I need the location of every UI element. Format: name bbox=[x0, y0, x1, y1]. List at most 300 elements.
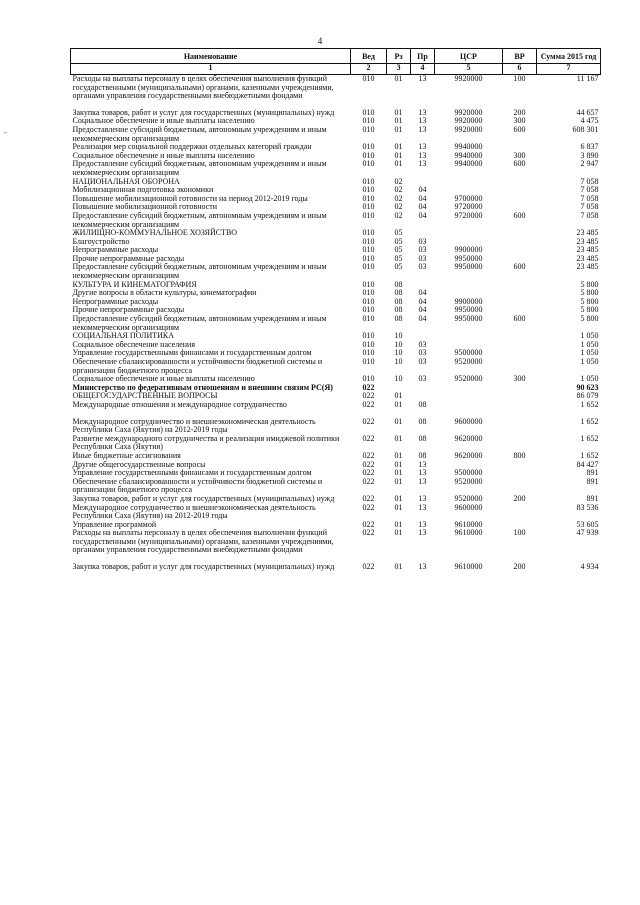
cell-rz: 01 bbox=[394, 399, 403, 409]
header-name: Наименование bbox=[71, 49, 351, 64]
cell-ved: 010 bbox=[362, 262, 375, 272]
cell-sum: 5 800 bbox=[580, 279, 599, 289]
cell-sum: 891 bbox=[586, 493, 599, 503]
cell-name: Управление государственными финансами и государственным долгом bbox=[72, 348, 312, 358]
header-vr: ВР bbox=[503, 49, 537, 64]
cell-vr: 600 bbox=[513, 210, 526, 220]
cell-name: Предоставление субсидий бюджетным, автономным учреждениям и иным некоммерческим организациям bbox=[72, 124, 327, 143]
cell-vr bbox=[503, 418, 537, 435]
cell-sum: 11 167 bbox=[576, 74, 599, 83]
cell-name: Закупка товаров, работ и услуг для государственных (муниципальных) нужд bbox=[72, 562, 335, 572]
cell-vr bbox=[503, 358, 537, 375]
cell-sum: 3 890 bbox=[580, 150, 599, 160]
cell-sum: 7 058 bbox=[580, 176, 599, 186]
cell-name: Развитие международного сотрудничества и реализация имиджевой политики Республики Саха (Якутия) bbox=[72, 433, 340, 452]
cell-ved: 010 bbox=[362, 150, 375, 160]
cell-csr: 9520000 bbox=[454, 476, 483, 486]
cell-rz: 01 bbox=[394, 476, 403, 486]
cell-vr bbox=[503, 392, 537, 401]
cell-ved: 022 bbox=[362, 399, 375, 409]
cell-sum: 891 bbox=[586, 476, 599, 486]
cell-csr: 9620000 bbox=[454, 450, 483, 460]
cell-rz: 01 bbox=[394, 116, 403, 126]
cell-sum: 23 485 bbox=[576, 236, 599, 246]
cell-sum: 7 058 bbox=[580, 185, 599, 195]
cell-vr: 100 bbox=[513, 74, 526, 83]
cell-csr bbox=[435, 384, 503, 393]
cell-pr: 04 bbox=[418, 288, 427, 298]
cell-sum: 6 837 bbox=[580, 142, 599, 152]
cell-csr: 9920000 bbox=[454, 74, 483, 83]
cell-ved: 022 bbox=[362, 468, 375, 478]
cell-sum: 891 bbox=[586, 468, 599, 478]
cell-rz: 10 bbox=[394, 348, 403, 358]
column-number: 1 bbox=[71, 64, 351, 75]
cell-vr bbox=[503, 298, 537, 307]
cell-pr: 04 bbox=[418, 193, 427, 203]
cell-vr bbox=[503, 178, 537, 187]
cell-name: Благоустройство bbox=[72, 236, 130, 246]
cell-name: Предоставление субсидий бюджетным, автономным учреждениям и иным некоммерческим организациям bbox=[72, 210, 327, 229]
cell-pr: 13 bbox=[418, 519, 427, 529]
cell-sum: 608 301 bbox=[572, 124, 599, 134]
cell-pr: 08 bbox=[418, 416, 427, 426]
cell-pr: 13 bbox=[418, 74, 427, 83]
cell-vr: 200 bbox=[513, 107, 526, 117]
cell-pr: 13 bbox=[418, 107, 427, 117]
cell-name: Расходы на выплаты персоналу в целях обеспечения выполнения функций государственными (муниципальными) органами, казенными учреждениями, органами управления государственными внебюджетными фондами bbox=[72, 74, 334, 101]
cell-rz: 01 bbox=[394, 142, 403, 152]
cell-csr: 9600000 bbox=[454, 416, 483, 426]
cell-rz: 02 bbox=[394, 185, 403, 195]
table-row bbox=[71, 358, 601, 375]
cell-name: Мобилизационная подготовка экономики bbox=[72, 185, 214, 195]
header-row bbox=[71, 49, 601, 64]
cell-sum: 84 427 bbox=[576, 459, 599, 469]
cell-vr: 800 bbox=[513, 450, 526, 460]
cell-ved: 022 bbox=[362, 391, 375, 401]
cell-vr bbox=[503, 186, 537, 195]
table-row bbox=[71, 401, 601, 410]
cell-sum: 5 800 bbox=[580, 314, 599, 324]
cell-name: НАЦИОНАЛЬНАЯ ОБОРОНА bbox=[72, 176, 180, 186]
cell-pr: 13 bbox=[418, 159, 427, 169]
cell-rz: 05 bbox=[394, 236, 403, 246]
cell-csr: 9900000 bbox=[454, 245, 483, 255]
cell-rz: 01 bbox=[394, 433, 403, 443]
cell-sum: 1 050 bbox=[580, 357, 599, 366]
cell-pr: 13 bbox=[418, 459, 427, 469]
cell-ved: 010 bbox=[362, 116, 375, 126]
cell-sum: 4 934 bbox=[580, 562, 599, 572]
cell-csr: 9720000 bbox=[454, 202, 483, 212]
cell-name: Предоставление субсидий бюджетным, автономным учреждениям и иным некоммерческим организациям bbox=[72, 262, 327, 281]
cell-pr: 03 bbox=[418, 348, 427, 358]
cell-vr bbox=[503, 332, 537, 341]
cell-vr bbox=[503, 435, 537, 452]
cell-rz: 01 bbox=[394, 150, 403, 160]
cell-csr bbox=[435, 178, 503, 187]
cell-rz: 01 bbox=[394, 459, 403, 469]
cell-ved: 010 bbox=[362, 339, 375, 349]
cell-rz: 08 bbox=[394, 279, 403, 289]
cell-sum: 1 652 bbox=[580, 450, 599, 460]
cell-rz: 05 bbox=[394, 253, 403, 263]
cell-name: ОБЩЕГОСУДАРСТВЕННЫЕ ВОПРОСЫ bbox=[72, 391, 218, 401]
table-row bbox=[71, 435, 601, 452]
cell-pr: 03 bbox=[418, 374, 427, 384]
cell-name: Непрограммные расходы bbox=[72, 245, 159, 255]
cell-ved: 010 bbox=[362, 142, 375, 152]
cell-rz: 10 bbox=[394, 374, 403, 384]
cell-csr: 9500000 bbox=[454, 348, 483, 358]
cell-pr: 04 bbox=[418, 202, 427, 212]
cell-ved: 022 bbox=[362, 528, 375, 538]
cell-rz: 05 bbox=[394, 245, 403, 255]
cell-sum: 7 058 bbox=[580, 210, 599, 220]
cell-vr: 300 bbox=[513, 116, 526, 126]
cell-sum: 1 652 bbox=[580, 399, 599, 409]
table-row bbox=[71, 212, 601, 229]
cell-sum: 5 800 bbox=[580, 296, 599, 306]
cell-ved: 010 bbox=[362, 159, 375, 169]
cell-csr: 9600000 bbox=[454, 502, 483, 512]
cell-rz: 01 bbox=[394, 124, 403, 134]
cell-sum: 23 485 bbox=[576, 245, 599, 255]
cell-ved: 010 bbox=[362, 296, 375, 306]
cell-rz: 01 bbox=[394, 391, 403, 401]
cell-vr bbox=[503, 229, 537, 238]
table-row bbox=[71, 229, 601, 238]
cell-pr: 13 bbox=[418, 502, 427, 512]
cell-ved: 022 bbox=[362, 450, 375, 460]
table-row bbox=[71, 529, 601, 555]
cell-vr bbox=[503, 349, 537, 358]
cell-sum: 1 050 bbox=[580, 331, 599, 341]
cell-ved: 010 bbox=[362, 193, 375, 203]
cell-rz: 01 bbox=[394, 493, 403, 503]
cell-name: Социальное обеспечение и иные выплаты населению bbox=[72, 116, 255, 126]
cell-name: Другие общегосударственные вопросы bbox=[72, 459, 206, 469]
cell-sum: 1 652 bbox=[580, 416, 599, 426]
cell-ved: 010 bbox=[362, 374, 375, 384]
cell-vr bbox=[503, 461, 537, 470]
cell-name: Обеспечение сбалансированности и устойчивости бюджетной системы и организации бюджетного процесса bbox=[72, 476, 323, 495]
cell-ved: 022 bbox=[362, 493, 375, 503]
cell-name: СОЦИАЛЬНАЯ ПОЛИТИКА bbox=[72, 331, 174, 341]
cell-name: Международное сотрудничество и внешнеэкономическая деятельность Республики Саха (Якутия) на 2012-2019 годы bbox=[72, 502, 316, 521]
cell-sum: 1 652 bbox=[580, 433, 599, 443]
cell-sum: 23 485 bbox=[576, 262, 599, 272]
table-row bbox=[71, 160, 601, 177]
cell-name: Реализация мер социальной поддержки отдельных категорий граждан bbox=[72, 142, 312, 152]
cell-name: Международные отношения и международное сотрудничество bbox=[72, 399, 287, 409]
column-number: 5 bbox=[435, 64, 503, 75]
column-number-row bbox=[71, 64, 601, 75]
cell-vr: 600 bbox=[513, 262, 526, 272]
cell-name: Обеспечение сбалансированности и устойчивости бюджетной системы и организации бюджетного процесса bbox=[72, 357, 323, 375]
column-number: 6 bbox=[503, 64, 537, 75]
table-row bbox=[71, 418, 601, 435]
cell-csr: 9610000 bbox=[454, 562, 483, 572]
cell-ved: 022 bbox=[362, 433, 375, 443]
column-number: 2 bbox=[351, 64, 387, 75]
cell-csr: 9520000 bbox=[454, 374, 483, 384]
cell-sum: 2 947 bbox=[580, 159, 599, 169]
cell-vr: 600 bbox=[513, 314, 526, 324]
cell-ved: 010 bbox=[362, 253, 375, 263]
cell-name: Повышение мобилизационной готовности bbox=[72, 202, 218, 212]
cell-name: Международное сотрудничество и внешнеэкономическая деятельность Республики Саха (Якутия) на 2012-2019 годы bbox=[72, 416, 316, 435]
cell-sum: 47 939 bbox=[576, 528, 599, 538]
cell-pr: 08 bbox=[418, 433, 427, 443]
cell-vr bbox=[503, 478, 537, 495]
column-number: 3 bbox=[387, 64, 411, 75]
cell-rz: 08 bbox=[394, 288, 403, 298]
cell-rz: 01 bbox=[394, 562, 403, 572]
cell-pr: 04 bbox=[418, 305, 427, 315]
header-sum: Сумма 2015 год bbox=[537, 49, 601, 64]
cell-rz: 01 bbox=[394, 519, 403, 529]
table-row bbox=[71, 75, 601, 101]
cell-csr: 9610000 bbox=[454, 519, 483, 529]
cell-vr: 100 bbox=[513, 528, 526, 538]
table-row bbox=[71, 504, 601, 521]
header-ved: Вед bbox=[351, 49, 387, 64]
cell-pr: 13 bbox=[418, 116, 427, 126]
cell-ved: 010 bbox=[362, 228, 375, 238]
cell-csr: 9940000 bbox=[454, 150, 483, 160]
cell-ved: 010 bbox=[362, 236, 375, 246]
cell-vr: 600 bbox=[513, 124, 526, 134]
cell-name: Предоставление субсидий бюджетным, автономным учреждениям и иным некоммерческим организациям bbox=[72, 314, 327, 332]
cell-rz: 02 bbox=[394, 202, 403, 212]
cell-csr: 9520000 bbox=[454, 493, 483, 503]
cell-pr: 04 bbox=[418, 296, 427, 306]
cell-ved: 010 bbox=[362, 210, 375, 220]
cell-rz: 01 bbox=[394, 107, 403, 117]
cell-ved: 010 bbox=[362, 288, 375, 298]
cell-ved: 010 bbox=[362, 331, 375, 341]
cell-sum: 7 058 bbox=[580, 202, 599, 212]
cell-name: Закупка товаров, работ и услуг для государственных (муниципальных) нужд bbox=[72, 493, 335, 503]
cell-pr: 03 bbox=[418, 253, 427, 263]
stray-mark: - bbox=[4, 128, 7, 137]
cell-name: Министерство по федеративным отношениям и внешним связям РС(Я) bbox=[72, 382, 333, 392]
cell-pr: 04 bbox=[418, 185, 427, 195]
cell-sum: 83 536 bbox=[576, 502, 599, 512]
cell-name: Иные бюджетные ассигнования bbox=[72, 450, 181, 460]
cell-pr: 04 bbox=[418, 314, 427, 324]
cell-csr bbox=[435, 401, 503, 410]
cell-rz: 01 bbox=[394, 74, 403, 83]
cell-ved: 010 bbox=[362, 74, 375, 83]
cell-vr bbox=[503, 469, 537, 478]
table-row bbox=[71, 315, 601, 332]
cell-ved: 010 bbox=[362, 176, 375, 186]
cell-sum: 23 485 bbox=[576, 253, 599, 263]
cell-name: Прочие непрограммные расходы bbox=[72, 253, 185, 263]
cell-csr: 9940000 bbox=[454, 159, 483, 169]
header-csr: ЦСР bbox=[435, 49, 503, 64]
cell-ved: 010 bbox=[362, 202, 375, 212]
cell-name: Закупка товаров, работ и услуг для государственных (муниципальных) нужд bbox=[72, 107, 335, 117]
cell-rz: 08 bbox=[394, 305, 403, 315]
header-rz: Рз bbox=[387, 49, 411, 64]
cell-vr bbox=[503, 238, 537, 247]
cell-ved: 010 bbox=[362, 107, 375, 117]
cell-vr bbox=[503, 289, 537, 298]
cell-sum: 1 050 bbox=[580, 348, 599, 358]
cell-vr: 600 bbox=[513, 159, 526, 169]
cell-rz: 01 bbox=[394, 528, 403, 538]
column-number: 4 bbox=[411, 64, 435, 75]
cell-csr bbox=[435, 229, 503, 238]
cell-rz: 10 bbox=[394, 331, 403, 341]
cell-csr: 9700000 bbox=[454, 193, 483, 203]
cell-sum: 86 079 bbox=[576, 391, 599, 401]
cell-ved: 010 bbox=[362, 314, 375, 324]
cell-vr: 300 bbox=[513, 150, 526, 160]
cell-rz: 01 bbox=[394, 416, 403, 426]
cell-pr: 13 bbox=[418, 124, 427, 134]
table-row bbox=[71, 478, 601, 495]
cell-pr bbox=[411, 384, 435, 393]
cell-csr: 9900000 bbox=[454, 296, 483, 306]
cell-rz: 02 bbox=[394, 176, 403, 186]
cell-csr: 9940000 bbox=[454, 142, 483, 152]
cell-csr: 9620000 bbox=[454, 433, 483, 443]
cell-pr: 13 bbox=[418, 562, 427, 572]
cell-sum: 7 058 bbox=[580, 193, 599, 203]
cell-pr: 13 bbox=[418, 528, 427, 538]
cell-vr: 300 bbox=[513, 374, 526, 384]
cell-sum: 1 050 bbox=[580, 374, 599, 384]
cell-name: Управление государственными финансами и государственным долгом bbox=[72, 468, 312, 478]
cell-ved: 022 bbox=[362, 502, 375, 512]
cell-csr: 9920000 bbox=[454, 107, 483, 117]
cell-pr: 03 bbox=[418, 236, 427, 246]
cell-csr: 9950000 bbox=[454, 314, 483, 324]
cell-rz: 10 bbox=[394, 357, 403, 366]
cell-sum: 90 623 bbox=[576, 382, 599, 392]
cell-pr: 03 bbox=[418, 357, 427, 366]
cell-ved: 022 bbox=[362, 459, 375, 469]
cell-ved: 010 bbox=[362, 185, 375, 195]
cell-pr: 13 bbox=[418, 468, 427, 478]
cell-ved: 022 bbox=[362, 519, 375, 529]
cell-csr: 9520000 bbox=[454, 357, 483, 366]
cell-csr: 9500000 bbox=[454, 468, 483, 478]
cell-vr: 200 bbox=[513, 562, 526, 572]
cell-name: Расходы на выплаты персоналу в целях обеспечения выполнения функций государственными (муниципальными) органами, казенными учреждениями, органами управления государственными внебюджетными фондами bbox=[72, 528, 334, 555]
cell-ved: 010 bbox=[362, 348, 375, 358]
table-row bbox=[71, 563, 601, 572]
cell-vr bbox=[503, 195, 537, 204]
cell-pr: 08 bbox=[418, 450, 427, 460]
cell-ved: 022 bbox=[362, 382, 375, 392]
cell-csr bbox=[435, 392, 503, 401]
cell-rz: 08 bbox=[394, 314, 403, 324]
cell-pr: 04 bbox=[418, 210, 427, 220]
cell-vr bbox=[503, 341, 537, 350]
table-body bbox=[71, 75, 601, 572]
cell-vr: 200 bbox=[513, 493, 526, 503]
cell-vr bbox=[503, 504, 537, 521]
cell-ved: 022 bbox=[362, 476, 375, 486]
cell-vr bbox=[503, 281, 537, 290]
cell-vr bbox=[503, 384, 537, 393]
cell-csr bbox=[435, 281, 503, 290]
cell-ved: 010 bbox=[362, 279, 375, 289]
column-number: 7 bbox=[537, 64, 601, 75]
cell-rz: 01 bbox=[394, 502, 403, 512]
cell-pr: 08 bbox=[418, 399, 427, 409]
cell-csr: 9920000 bbox=[454, 116, 483, 126]
cell-csr: 9720000 bbox=[454, 210, 483, 220]
cell-rz: 02 bbox=[394, 193, 403, 203]
cell-pr: 13 bbox=[418, 493, 427, 503]
cell-name: Управление программой bbox=[72, 519, 157, 529]
cell-csr: 9610000 bbox=[454, 528, 483, 538]
cell-pr: 13 bbox=[418, 150, 427, 160]
cell-csr: 9920000 bbox=[454, 124, 483, 134]
cell-name: Другие вопросы в области культуры, кинематографии bbox=[72, 288, 257, 298]
cell-sum: 5 800 bbox=[580, 305, 599, 315]
cell-sum: 53 605 bbox=[576, 519, 599, 529]
cell-rz: 01 bbox=[394, 450, 403, 460]
cell-name: Предоставление субсидий бюджетным, автономным учреждениям и иным некоммерческим организациям bbox=[72, 159, 327, 177]
cell-name: Социальное обеспечение населения bbox=[72, 339, 195, 349]
cell-pr: 13 bbox=[418, 476, 427, 486]
budget-table bbox=[70, 48, 601, 572]
cell-pr: 03 bbox=[418, 262, 427, 272]
cell-name: Социальное обеспечение и иные выплаты населению bbox=[72, 150, 255, 160]
cell-pr: 03 bbox=[418, 245, 427, 255]
cell-rz: 05 bbox=[394, 262, 403, 272]
cell-rz: 08 bbox=[394, 296, 403, 306]
cell-ved: 022 bbox=[362, 416, 375, 426]
table-row bbox=[71, 126, 601, 143]
cell-vr bbox=[503, 246, 537, 255]
cell-rz: 02 bbox=[394, 210, 403, 220]
cell-ved: 010 bbox=[362, 245, 375, 255]
cell-csr: 9950000 bbox=[454, 253, 483, 263]
cell-csr: 9950000 bbox=[454, 262, 483, 272]
cell-sum: 23 485 bbox=[576, 228, 599, 238]
cell-csr: 9950000 bbox=[454, 305, 483, 315]
cell-csr bbox=[435, 332, 503, 341]
cell-ved: 022 bbox=[362, 562, 375, 572]
cell-sum: 5 800 bbox=[580, 288, 599, 298]
cell-name: Повышение мобилизационной готовности на период 2012-2019 годы bbox=[72, 193, 308, 203]
cell-rz: 01 bbox=[394, 468, 403, 478]
cell-ved: 010 bbox=[362, 124, 375, 134]
cell-pr: 13 bbox=[418, 142, 427, 152]
cell-pr: 03 bbox=[418, 339, 427, 349]
cell-vr bbox=[503, 401, 537, 410]
cell-sum: 4 475 bbox=[580, 116, 599, 126]
cell-rz: 01 bbox=[394, 159, 403, 169]
cell-name: КУЛЬТУРА И КИНЕМАТОГРАФИЯ bbox=[72, 279, 197, 289]
cell-rz: 10 bbox=[394, 339, 403, 349]
page-number: 4 bbox=[317, 36, 323, 46]
header-pr: Пр bbox=[411, 49, 435, 64]
cell-rz: 05 bbox=[394, 228, 403, 238]
cell-name: ЖИЛИЩНО-КОММУНАЛЬНОЕ ХОЗЯЙСТВО bbox=[72, 228, 238, 238]
cell-sum: 1 050 bbox=[580, 339, 599, 349]
cell-name: Непрограммные расходы bbox=[72, 296, 159, 306]
